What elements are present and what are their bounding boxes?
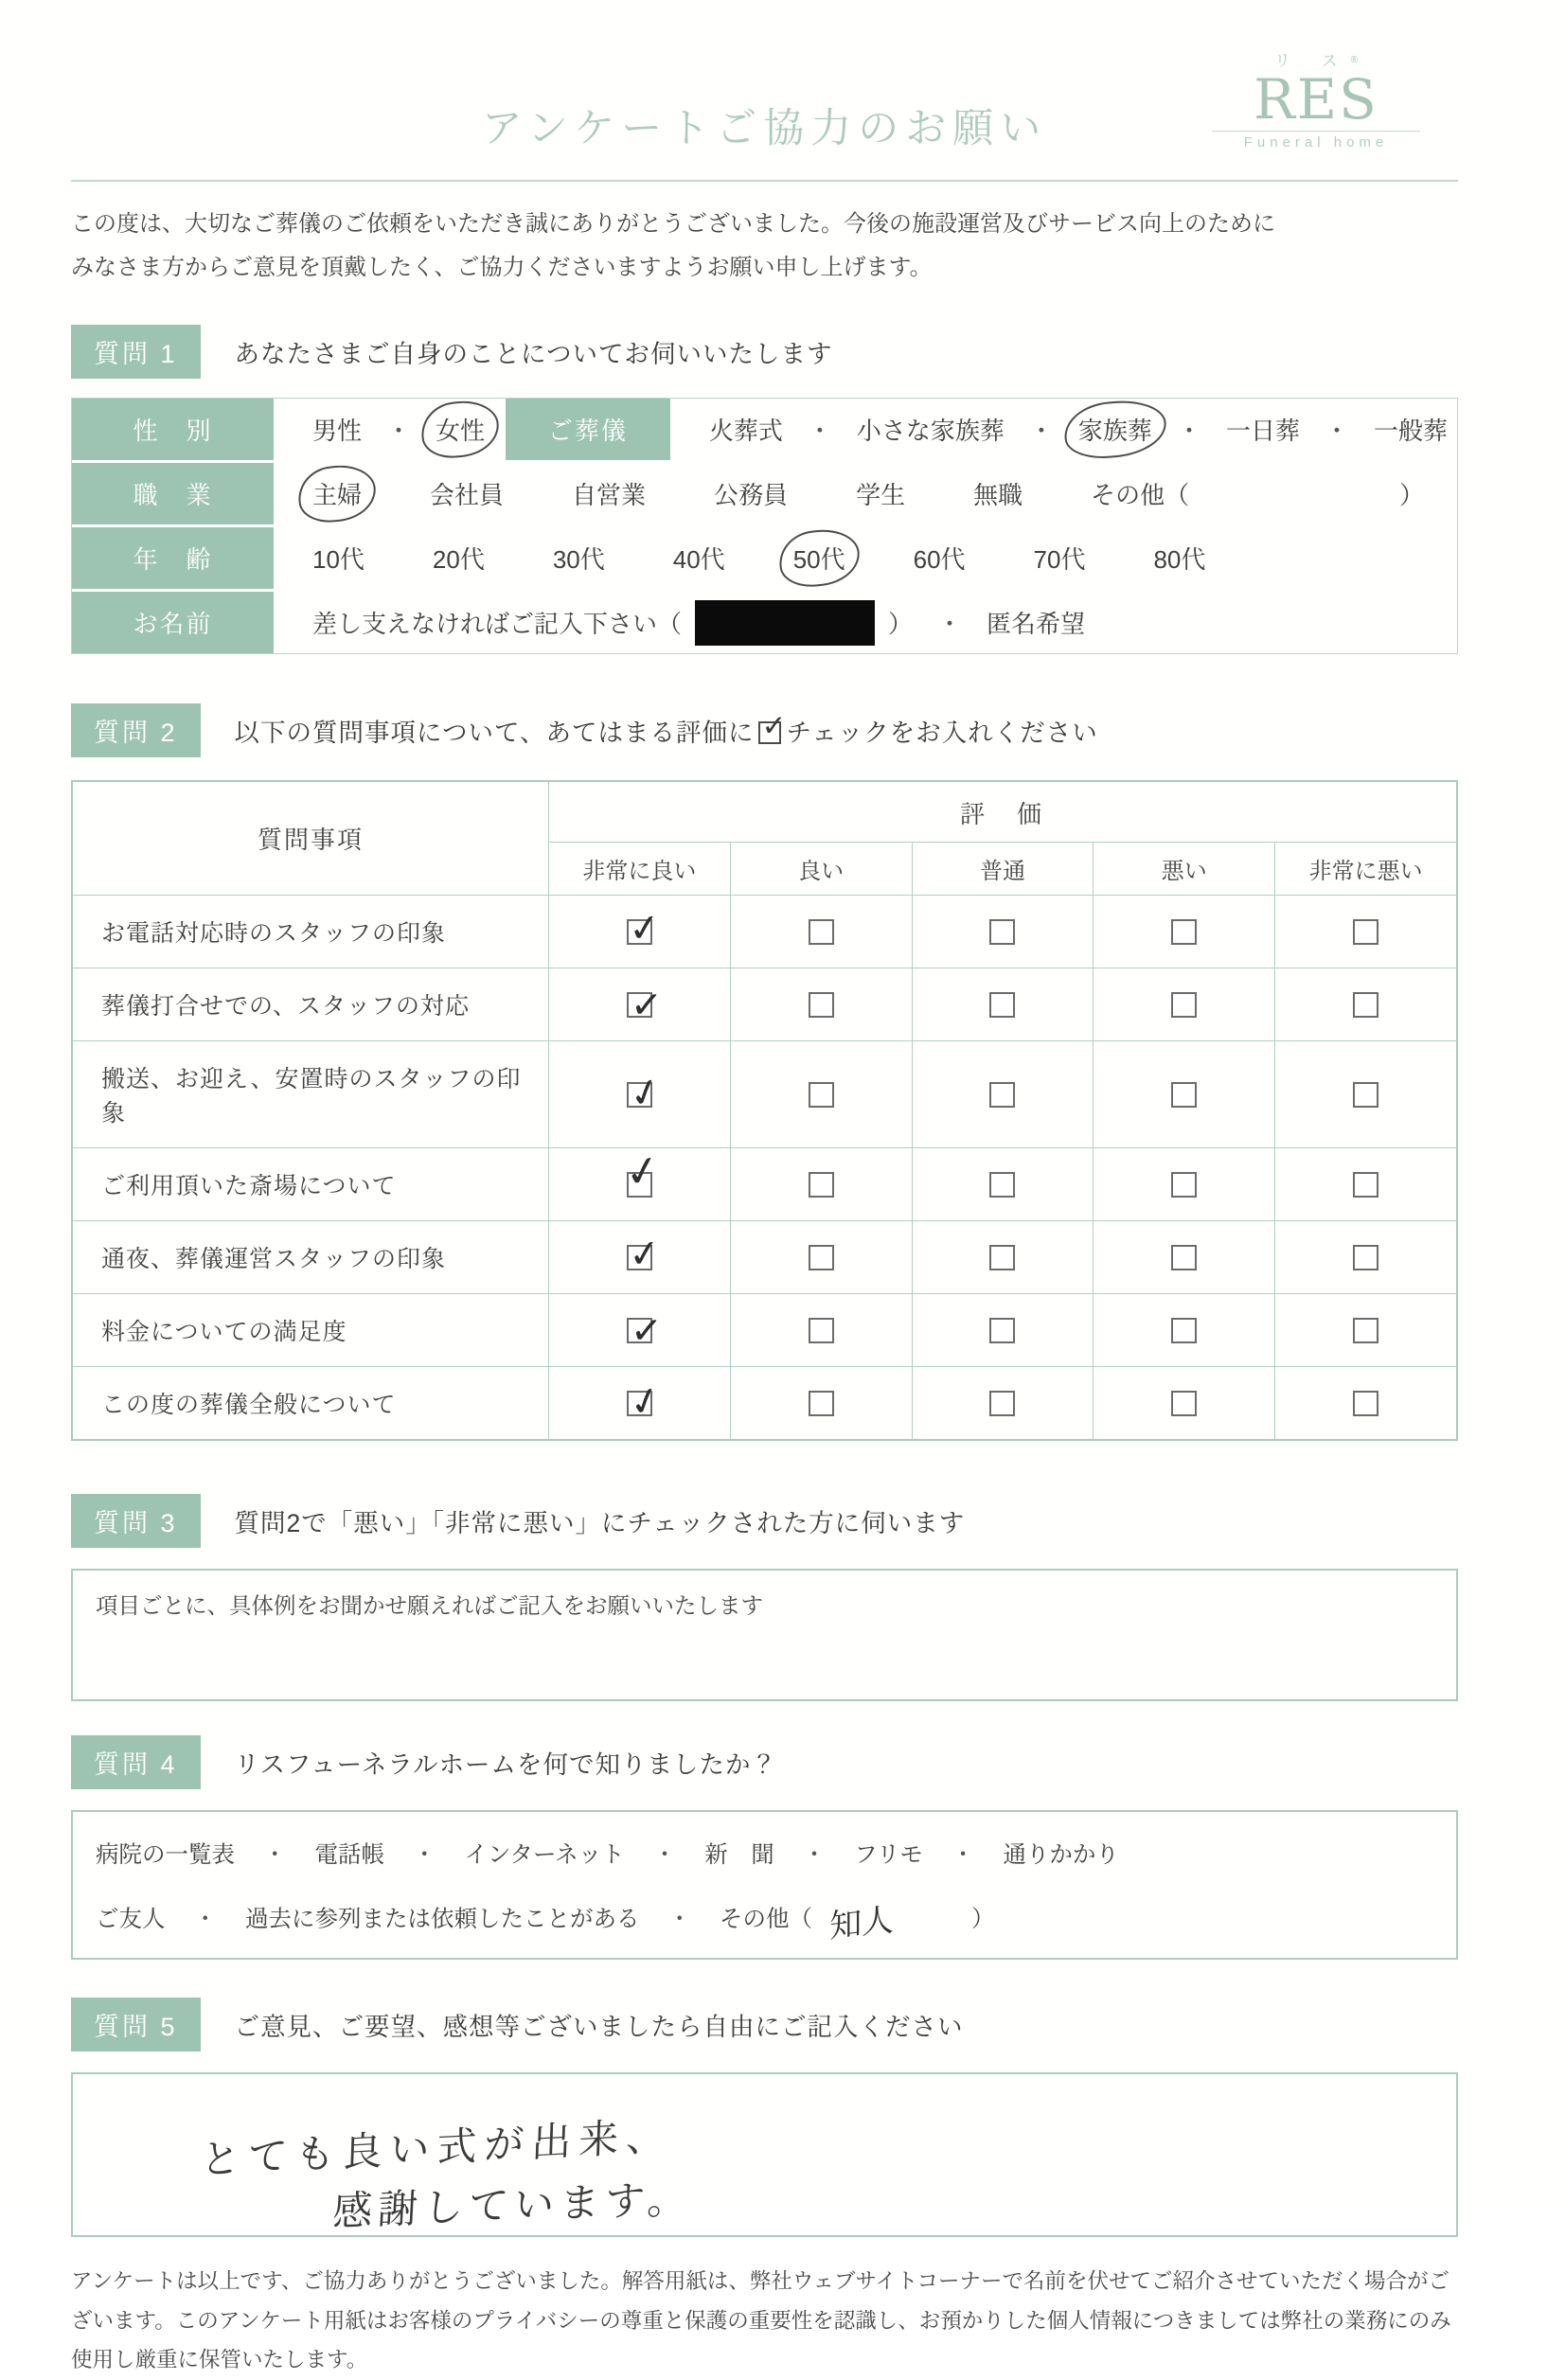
rating-cell	[549, 1367, 731, 1439]
rating-row-label: 通夜、葬儀運営スタッフの印象	[73, 1221, 549, 1293]
rating-checkbox[interactable]	[1171, 1245, 1197, 1270]
rating-cell	[731, 1221, 913, 1293]
age-option[interactable]: 50代	[793, 541, 845, 576]
handwritten-check-icon: ✓	[629, 982, 664, 1028]
handwritten-comment-line1: とても良い式が出来、	[199, 2112, 674, 2184]
q4-option[interactable]: インターネット	[464, 1842, 625, 1869]
rating-checkbox[interactable]	[809, 992, 834, 1018]
rating-column-header: 非常に良い	[549, 843, 731, 895]
handwritten-comment-line2: 感謝しています。	[330, 2176, 694, 2235]
age-option[interactable]: 30代	[552, 545, 605, 575]
q2-heading	[234, 709, 1098, 749]
rating-cell	[1275, 1367, 1456, 1439]
rating-cell	[913, 1041, 1094, 1147]
rating-checkbox[interactable]	[1171, 1172, 1197, 1198]
company-logo	[1212, 53, 1420, 150]
rating-checkbox[interactable]	[809, 1082, 834, 1108]
age-option[interactable]: 80代	[1153, 545, 1206, 575]
section-q3	[71, 1494, 1458, 1701]
age-option[interactable]: 70代	[1033, 545, 1086, 575]
name-field	[276, 592, 1457, 653]
registered-mark-icon: ®	[1350, 55, 1359, 65]
gender-option[interactable]: 女性	[436, 412, 485, 447]
q1-heading: あなたさまご自身のことについてお伺いいたします	[234, 340, 833, 369]
rating-cell	[549, 1145, 731, 1220]
q5-comment-box[interactable]	[71, 2072, 1458, 2237]
rating-cell	[1275, 1221, 1456, 1293]
q2-heading-pre: 以下の質問事項について、あてはまる評価に	[234, 719, 755, 748]
profile-table	[71, 398, 1458, 654]
logo-subtitle: Funeral home	[1212, 131, 1420, 150]
funeral-option[interactable]: 一日葬	[1225, 417, 1300, 446]
age-option[interactable]: 10代	[312, 545, 365, 575]
rating-row	[73, 1293, 1456, 1366]
q3-comment-box[interactable]	[71, 1569, 1458, 1701]
section-q2	[71, 703, 1458, 1441]
rating-column-header: 普通	[913, 843, 1094, 895]
rating-cell	[1094, 1367, 1275, 1439]
rating-checkbox[interactable]	[989, 1318, 1015, 1343]
rating-cell	[549, 1221, 731, 1293]
rating-checkbox[interactable]	[1171, 1082, 1197, 1108]
handwritten-check-icon: ✓	[626, 905, 663, 952]
age-option[interactable]: 60代	[913, 545, 966, 575]
q4-option[interactable]: 新 聞	[704, 1842, 774, 1869]
rating-checkbox[interactable]	[989, 1172, 1015, 1198]
rating-cell	[731, 968, 913, 1040]
rating-checkbox[interactable]	[626, 905, 663, 952]
rating-checkbox[interactable]	[1353, 1082, 1378, 1108]
rating-row	[73, 1220, 1456, 1293]
rating-cell	[1094, 968, 1275, 1040]
option-separator: ・	[802, 1842, 827, 1869]
rating-checkbox[interactable]	[1171, 1318, 1197, 1343]
rating-cell	[913, 1148, 1094, 1220]
logo-wordmark: RES	[1254, 67, 1378, 132]
rating-checkbox[interactable]	[989, 992, 1015, 1018]
redacted-name	[695, 600, 875, 646]
age-options	[276, 527, 1457, 589]
ratings-table	[71, 780, 1458, 1441]
rating-cell	[1094, 1041, 1275, 1147]
occupation-option[interactable]: 公務員	[714, 481, 789, 510]
funeral-option[interactable]: 火葬式	[708, 417, 783, 446]
q3-badge: 質問 3	[71, 1494, 201, 1548]
q5-badge: 質問 5	[71, 1998, 201, 2051]
footer-paragraph: アンケートは以上です、ご協力ありがとうございました。解答用紙は、弊社ウェブサイトコーナーで名前を伏せてご紹介させていただく場合がございます。このアンケート用紙はお客様のプライバシーの尊重と保護の重要性を認識し、お預かりした個人情報につきましては弊社の業務にのみ使用し厳重に保管いたします。	[71, 2269, 1451, 2372]
q4-option[interactable]: 病院の一覧表	[96, 1842, 235, 1869]
rating-checkbox[interactable]	[626, 1231, 663, 1278]
rating-cell	[1275, 968, 1456, 1040]
option-separator: ・	[667, 1907, 691, 1933]
occupation-option[interactable]: 会社員	[430, 481, 505, 510]
funeral-type-options	[673, 399, 1457, 460]
rating-cell	[1094, 896, 1275, 968]
rating-row-label: ご利用頂いた斎場について	[73, 1148, 549, 1220]
rating-checkbox[interactable]	[989, 919, 1015, 945]
ratings-header	[73, 782, 1456, 895]
option-separator: ・	[951, 1842, 975, 1869]
option-separator: ・	[413, 1842, 436, 1869]
q4-options-line2	[96, 1894, 1433, 1946]
gender-option[interactable]: 男性	[312, 417, 363, 446]
option-separator: ・	[193, 1907, 217, 1933]
funeral-option[interactable]: 小さな家族葬	[856, 417, 1005, 446]
rating-checkbox[interactable]	[621, 1145, 665, 1199]
rating-cell	[731, 896, 913, 968]
name-label: お名前	[72, 592, 276, 653]
anonymous-option[interactable]: 匿名希望	[987, 610, 1086, 639]
rating-checkbox[interactable]	[809, 1172, 834, 1198]
rating-row-label: 葬儀打合せでの、スタッフの対応	[73, 968, 549, 1040]
q4-option[interactable]: ご友人	[96, 1907, 166, 1933]
rating-column-header: 悪い	[1094, 843, 1275, 895]
funeral-option[interactable]: 家族葬	[1078, 412, 1152, 447]
rating-cell	[913, 1221, 1094, 1293]
q4-options-box	[71, 1810, 1458, 1960]
funeral-type-label: ご葬儀	[503, 399, 673, 460]
rating-checkbox[interactable]	[1353, 1318, 1378, 1343]
q1-badge: 質問 1	[71, 325, 201, 379]
rating-cell	[913, 968, 1094, 1040]
q4-option[interactable]: 過去に参列または依頼したことがある	[245, 1907, 640, 1933]
gender-funeral-row	[72, 399, 1457, 460]
occupation-option[interactable]: 自営業	[572, 481, 647, 510]
rating-row-label: この度の葬儀全般について	[73, 1367, 549, 1439]
rating-checkbox[interactable]	[624, 1068, 667, 1119]
rating-checkbox[interactable]	[1353, 1245, 1378, 1270]
check-glyph: ✓	[761, 709, 788, 743]
age-option[interactable]: 40代	[672, 545, 725, 575]
rating-row	[73, 968, 1456, 1040]
rating-checkbox[interactable]	[627, 1307, 664, 1354]
rating-row	[73, 1147, 1456, 1220]
handwritten-check-icon: ✓	[624, 1068, 667, 1119]
rating-checkbox[interactable]	[809, 1318, 834, 1343]
occupation-option[interactable]: 主婦	[312, 476, 362, 511]
intro-line2: みなさま方からご意見を頂戴したく、ご協力くださいますようお願い申し上げます。	[71, 254, 933, 280]
ratings-rows	[73, 895, 1456, 1439]
rating-row-label: 搬送、お迎え、安置時のスタッフの印象	[73, 1041, 549, 1147]
logo-ruby: リ ス	[1273, 52, 1351, 70]
rating-column-header: 良い	[731, 843, 913, 895]
rating-cell	[913, 1294, 1094, 1366]
intro-line1: この度は、大切なご葬儀のご依頼をいただき誠にありがとうございました。今後の施設運営及びサービス向上のために	[71, 211, 1275, 237]
rating-cell	[549, 1294, 731, 1366]
occupation-label: 職 業	[72, 463, 276, 524]
header-divider	[71, 180, 1458, 182]
q4-other-close: ）	[971, 1907, 995, 1933]
option-separator: ・	[263, 1842, 287, 1869]
q4-heading: リスフューネラルホームを何で知りましたか？	[234, 1750, 778, 1780]
name-row	[72, 589, 1457, 653]
rating-checkbox[interactable]	[809, 1391, 834, 1416]
option-separator: ・	[807, 417, 832, 446]
q4-option[interactable]: 電話帳	[314, 1842, 384, 1869]
rating-checkbox[interactable]	[1353, 1391, 1378, 1416]
rating-checkbox[interactable]	[1353, 1172, 1378, 1198]
handwritten-check-icon: ✓	[626, 1231, 663, 1278]
q2-badge: 質問 2	[71, 703, 201, 757]
handwritten-check-icon: ✓	[624, 1376, 667, 1428]
rating-checkbox[interactable]	[1171, 992, 1197, 1018]
name-close-paren: ）	[888, 610, 914, 639]
rating-cell	[731, 1367, 913, 1439]
funeral-option[interactable]: 一般葬	[1373, 417, 1448, 446]
rating-cell	[1094, 1294, 1275, 1366]
occupation-options	[276, 463, 1502, 524]
rating-checkbox[interactable]	[989, 1082, 1015, 1108]
option-separator: ・	[937, 610, 963, 639]
option-separator: ・	[386, 417, 412, 446]
option-separator: ・	[1176, 417, 1201, 446]
rating-cell	[549, 968, 731, 1040]
rating-checkbox[interactable]	[809, 1245, 834, 1270]
rating-cell	[731, 1148, 913, 1220]
handwritten-other-answer: 知人	[829, 1901, 894, 1946]
rating-cell	[913, 1367, 1094, 1439]
occupation-option[interactable]: 学生	[856, 481, 906, 510]
rating-checkbox[interactable]	[1171, 919, 1197, 945]
rating-checkbox[interactable]	[809, 919, 834, 945]
rating-row-label: お電話対応時のスタッフの印象	[73, 896, 549, 968]
gender-options	[276, 399, 503, 460]
age-option[interactable]: 20代	[432, 545, 485, 575]
q4-option[interactable]: 通りかかり	[1003, 1842, 1119, 1869]
rating-cell	[1094, 1148, 1275, 1220]
rating-checkbox[interactable]	[1171, 1391, 1197, 1416]
q5-heading: ご意見、ご要望、感想等ございましたら自由にご記入ください	[234, 2013, 964, 2042]
checked-box-icon	[758, 709, 788, 744]
rating-group-header: 評 価	[549, 782, 1456, 843]
rating-checkbox[interactable]	[1353, 919, 1378, 945]
q4-options-line1	[96, 1837, 1433, 1870]
q4-badge: 質問 4	[71, 1735, 201, 1789]
occupation-other-close: ）	[1399, 481, 1425, 510]
rating-row-label: 料金についての満足度	[73, 1294, 549, 1366]
rating-checkbox[interactable]	[1353, 992, 1378, 1018]
rating-cell	[549, 896, 731, 968]
q2-heading-post: チェックをお入れください	[786, 719, 1098, 748]
page-title: アンケートご協力のお願い	[481, 106, 1048, 151]
rating-cell	[913, 896, 1094, 968]
intro-paragraph	[71, 203, 1458, 289]
option-separator: ・	[1324, 417, 1349, 446]
section-q1	[71, 325, 1458, 654]
option-separator: ・	[652, 1842, 677, 1869]
rating-cell	[1275, 1148, 1456, 1220]
occupation-row	[72, 460, 1457, 524]
rating-column-header: 非常に悪い	[1308, 859, 1423, 885]
rating-cell	[731, 1294, 913, 1366]
item-column-header: 質問事項	[73, 782, 549, 895]
occupation-option[interactable]: 無職	[973, 481, 1023, 510]
rating-cell	[549, 1041, 731, 1147]
header	[71, 52, 1458, 170]
rating-cell	[1275, 1294, 1456, 1366]
age-label: 年 齢	[72, 527, 276, 589]
q3-note: 項目ごとに、具体例をお聞かせ願えればご記入をお願いいたします	[96, 1593, 763, 1619]
rating-checkbox[interactable]	[989, 1391, 1015, 1416]
handwritten-check-icon: ✓	[629, 1307, 664, 1354]
rating-checkbox[interactable]	[989, 1245, 1015, 1270]
rating-row	[73, 1366, 1456, 1439]
rating-row	[73, 1040, 1456, 1147]
q4-option[interactable]: フリモ	[854, 1842, 923, 1869]
q3-heading: 質問2で「悪い」「非常に悪い」にチェックされた方に伺います	[234, 1509, 966, 1538]
rating-row	[73, 895, 1456, 968]
rating-checkbox[interactable]	[627, 982, 664, 1028]
name-prompt: 差し支えなければご記入下さい（	[312, 610, 683, 639]
rating-cell	[731, 1041, 913, 1147]
rating-checkbox[interactable]	[624, 1376, 667, 1428]
occupation-other-label: その他（	[1091, 481, 1190, 510]
gender-label: 性 別	[72, 399, 276, 460]
handwritten-check-icon: ✓	[621, 1145, 665, 1199]
option-separator: ・	[1028, 417, 1054, 446]
age-row	[72, 524, 1457, 589]
rating-cell	[1275, 896, 1456, 968]
rating-cell	[1275, 1041, 1456, 1147]
rating-cell	[1094, 1221, 1275, 1293]
section-q4	[71, 1735, 1458, 1960]
section-q5	[71, 1998, 1458, 2237]
q4-other-label: その他（	[720, 1907, 812, 1933]
